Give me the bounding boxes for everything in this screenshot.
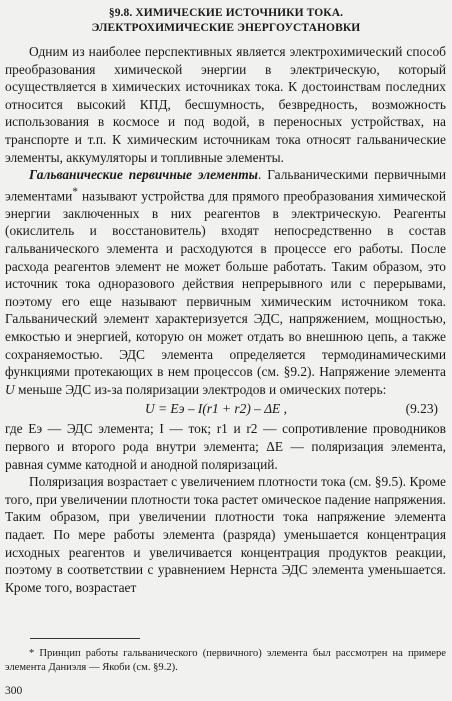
footnote-mark: * <box>72 185 78 198</box>
formula-number: (9.23) <box>405 401 438 417</box>
paragraph-galvanic-part-b: называют устройства для прямого преобразования химической энергии заключенных в них реагентов в электрическую. Реагенты (окислитель и восстановитель) входят непосредственно в состав гальванического элемента и расходуются в процессе его работы. После расхода реагентов элемент не может больше работать. Таким образом, это источник тока одноразового действия непрерывного или с перерывами, поэтому его еще называют первичным химическим источником тока. Гальванический элемент характеризуется ЭДС, напряжением, мощностью, емкостью и энергией, которую он может отдать во внешнюю цепь, а также сохраняемостью. ЭДС элемента определяется термодинамическими функциями протекающих в нем процессов (см. §9.2). Напряжение элемента <box>5 188 446 380</box>
page-number: 300 <box>5 685 23 697</box>
paragraph-where: где Eэ — ЭДС элемента; I — ток; r1 и r2 — сопротивление проводников первого и второго рода внутри элемента; ΔE — поляризация элемента, равная сумме катодной и анодной поляризаций. <box>5 421 446 472</box>
paragraph-galvanic-part-c: меньше ЭДС из-за поляризации электродов и омических потерь: <box>14 381 387 397</box>
paragraph-galvanic-part-a: . Гальваническими первичными элементами <box>5 167 446 204</box>
formula-expression: U = Eэ – I(r1 + r2) – ΔE , <box>145 401 287 417</box>
body-text <box>5 43 446 596</box>
term-galvanic-primary: Гальванические первичные элементы <box>29 167 258 183</box>
paragraph-galvanic <box>5 166 446 398</box>
footnote: * Принцип работы гальванического (первичного) элемента был рассмотрен на примере элемента Даниэля — Якоби (см. §9.2). <box>5 648 446 673</box>
symbol-U: U <box>5 381 15 397</box>
heading-line-2: ЭЛЕКТРОХИМИЧЕСКИЕ ЭНЕРГОУСТАНОВКИ <box>91 22 361 34</box>
paragraph-polarization: Поляризация возрастает с увеличением плотности тока (см. §9.5). Кроме того, при увеличении плотности тока растет омическое падение напряжения. Таким образом, при увеличении плотности тока напряжение элемента падает. По мере работы элемента (разряда) уменьшается концентрация исходных реагентов и увеличивается концентрация продуктов реакции, поэтому в соответствии с уравнением Нернста ЭДС элемента уменьшается. Кроме того, возрастает <box>5 474 446 595</box>
heading-line-1: §9.8. ХИМИЧЕСКИЕ ИСТОЧНИКИ ТОКА. <box>108 7 344 19</box>
formula-9-23 <box>5 400 446 418</box>
paragraph-intro: Одним из наиболее перспективных является электрохимический способ преобразования химической энергии в электрическую, который осуществляется в химических источниках тока. К достоинствам последних относится высокий КПД, бесшумность, безвредность, возможность использования в космосе и под водой, в переносных устройствах, на транспорте и т.п. К химическим источникам тока относят гальванические элементы, аккумуляторы и топливные элементы. <box>5 44 446 165</box>
section-heading <box>0 6 452 36</box>
footnote-rule <box>30 638 140 639</box>
